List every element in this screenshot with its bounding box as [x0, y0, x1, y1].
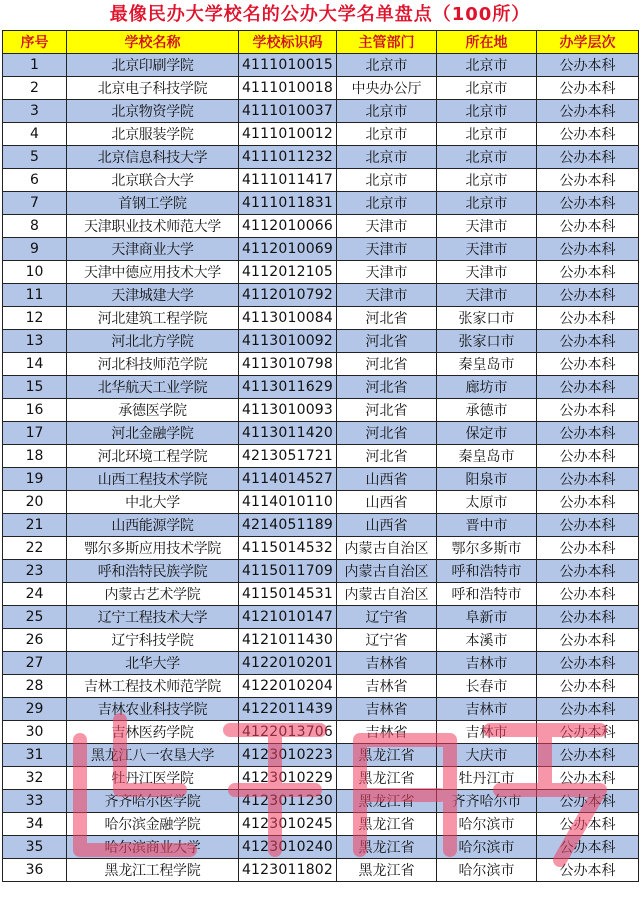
table-row	[3, 675, 639, 698]
cell-index: 25	[3, 606, 67, 629]
cell-index: 33	[3, 790, 67, 813]
cell-school-name: 北京信息科技大学	[67, 146, 239, 169]
cell-level: 公办本科	[537, 261, 639, 284]
cell-authority: 吉林省	[337, 698, 437, 721]
cell-school-name: 首钢工学院	[67, 192, 239, 215]
cell-level: 公办本科	[537, 215, 639, 238]
table-row	[3, 330, 639, 353]
cell-school-code: 4114010110	[239, 491, 337, 514]
cell-location: 哈尔滨市	[437, 813, 537, 836]
cell-authority: 中央办公厅	[337, 77, 437, 100]
cell-authority: 吉林省	[337, 652, 437, 675]
table-row	[3, 652, 639, 675]
cell-authority: 山西省	[337, 468, 437, 491]
cell-level: 公办本科	[537, 307, 639, 330]
cell-school-name: 呼和浩特民族学院	[67, 560, 239, 583]
cell-authority: 河北省	[337, 353, 437, 376]
cell-level: 公办本科	[537, 491, 639, 514]
table-row	[3, 422, 639, 445]
cell-school-code: 4214051189	[239, 514, 337, 537]
cell-authority: 天津市	[337, 215, 437, 238]
cell-index: 9	[3, 238, 67, 261]
university-table	[2, 30, 639, 882]
cell-school-code: 4123010223	[239, 744, 337, 767]
cell-index: 29	[3, 698, 67, 721]
cell-location: 长春市	[437, 675, 537, 698]
cell-location: 本溪市	[437, 629, 537, 652]
cell-school-name: 北京物资学院	[67, 100, 239, 123]
cell-school-code: 4111010012	[239, 123, 337, 146]
cell-location: 保定市	[437, 422, 537, 445]
cell-school-code: 4123010229	[239, 767, 337, 790]
cell-school-name: 天津职业技术师范大学	[67, 215, 239, 238]
cell-authority: 天津市	[337, 238, 437, 261]
cell-level: 公办本科	[537, 353, 639, 376]
cell-authority: 河北省	[337, 376, 437, 399]
cell-level: 公办本科	[537, 399, 639, 422]
cell-location: 廊坊市	[437, 376, 537, 399]
cell-location: 呼和浩特市	[437, 560, 537, 583]
cell-index: 24	[3, 583, 67, 606]
cell-location: 晋中市	[437, 514, 537, 537]
header-authority: 主管部门	[337, 31, 437, 54]
cell-level: 公办本科	[537, 468, 639, 491]
cell-school-code: 4111010015	[239, 54, 337, 77]
table-row	[3, 721, 639, 744]
cell-level: 公办本科	[537, 169, 639, 192]
cell-school-name: 哈尔滨金融学院	[67, 813, 239, 836]
cell-location: 秦皇岛市	[437, 445, 537, 468]
cell-location: 吉林市	[437, 721, 537, 744]
table-row	[3, 537, 639, 560]
cell-school-code: 4122010204	[239, 675, 337, 698]
table-row	[3, 698, 639, 721]
table-row	[3, 215, 639, 238]
cell-index: 20	[3, 491, 67, 514]
table-row	[3, 790, 639, 813]
cell-authority: 内蒙古自治区	[337, 560, 437, 583]
cell-level: 公办本科	[537, 537, 639, 560]
cell-location: 鄂尔多斯市	[437, 537, 537, 560]
cell-school-name: 河北科技师范学院	[67, 353, 239, 376]
cell-index: 5	[3, 146, 67, 169]
cell-index: 23	[3, 560, 67, 583]
cell-authority: 北京市	[337, 123, 437, 146]
cell-location: 北京市	[437, 123, 537, 146]
cell-location: 天津市	[437, 261, 537, 284]
cell-authority: 辽宁省	[337, 606, 437, 629]
cell-school-code: 4113010093	[239, 399, 337, 422]
cell-level: 公办本科	[537, 813, 639, 836]
cell-school-code: 4111010037	[239, 100, 337, 123]
cell-school-code: 4213051721	[239, 445, 337, 468]
cell-authority: 河北省	[337, 330, 437, 353]
cell-school-code: 4122011439	[239, 698, 337, 721]
cell-index: 4	[3, 123, 67, 146]
table-row	[3, 836, 639, 859]
cell-school-name: 鄂尔多斯应用技术学院	[67, 537, 239, 560]
table-row	[3, 261, 639, 284]
cell-school-name: 承德医学院	[67, 399, 239, 422]
cell-index: 28	[3, 675, 67, 698]
header-location: 所在地	[437, 31, 537, 54]
cell-school-name: 吉林工程技术师范学院	[67, 675, 239, 698]
table-row	[3, 491, 639, 514]
cell-location: 天津市	[437, 238, 537, 261]
cell-location: 呼和浩特市	[437, 583, 537, 606]
cell-authority: 河北省	[337, 445, 437, 468]
cell-authority: 河北省	[337, 399, 437, 422]
cell-school-name: 北华大学	[67, 652, 239, 675]
cell-authority: 黑龙江省	[337, 836, 437, 859]
cell-index: 30	[3, 721, 67, 744]
cell-index: 6	[3, 169, 67, 192]
cell-school-code: 4123011802	[239, 859, 337, 882]
cell-index: 17	[3, 422, 67, 445]
cell-school-name: 吉林医药学院	[67, 721, 239, 744]
cell-level: 公办本科	[537, 790, 639, 813]
table-row	[3, 123, 639, 146]
cell-location: 张家口市	[437, 330, 537, 353]
cell-authority: 吉林省	[337, 721, 437, 744]
cell-index: 11	[3, 284, 67, 307]
cell-school-code: 4112010066	[239, 215, 337, 238]
cell-school-name: 山西能源学院	[67, 514, 239, 537]
cell-school-code: 4123010240	[239, 836, 337, 859]
cell-school-name: 黑龙江工程学院	[67, 859, 239, 882]
cell-level: 公办本科	[537, 422, 639, 445]
cell-level: 公办本科	[537, 583, 639, 606]
cell-school-code: 4115014531	[239, 583, 337, 606]
cell-location: 张家口市	[437, 307, 537, 330]
cell-level: 公办本科	[537, 560, 639, 583]
cell-index: 32	[3, 767, 67, 790]
cell-index: 16	[3, 399, 67, 422]
cell-school-code: 4112010069	[239, 238, 337, 261]
cell-school-name: 哈尔滨商业大学	[67, 836, 239, 859]
cell-authority: 山西省	[337, 491, 437, 514]
cell-location: 齐齐哈尔市	[437, 790, 537, 813]
cell-location: 阜新市	[437, 606, 537, 629]
table-row	[3, 744, 639, 767]
cell-school-code: 4111011417	[239, 169, 337, 192]
cell-location: 太原市	[437, 491, 537, 514]
table-row	[3, 77, 639, 100]
cell-authority: 北京市	[337, 146, 437, 169]
cell-authority: 北京市	[337, 169, 437, 192]
cell-school-name: 牡丹江医学院	[67, 767, 239, 790]
cell-level: 公办本科	[537, 606, 639, 629]
cell-level: 公办本科	[537, 238, 639, 261]
cell-level: 公办本科	[537, 767, 639, 790]
cell-index: 31	[3, 744, 67, 767]
cell-location: 承德市	[437, 399, 537, 422]
cell-school-name: 北京联合大学	[67, 169, 239, 192]
cell-authority: 黑龙江省	[337, 859, 437, 882]
cell-index: 3	[3, 100, 67, 123]
cell-school-code: 4111010018	[239, 77, 337, 100]
cell-school-code: 4113011420	[239, 422, 337, 445]
cell-index: 7	[3, 192, 67, 215]
cell-school-name: 天津商业大学	[67, 238, 239, 261]
cell-index: 13	[3, 330, 67, 353]
cell-location: 秦皇岛市	[437, 353, 537, 376]
cell-index: 8	[3, 215, 67, 238]
cell-school-name: 北京服装学院	[67, 123, 239, 146]
cell-authority: 黑龙江省	[337, 744, 437, 767]
table-body	[3, 54, 639, 882]
cell-level: 公办本科	[537, 836, 639, 859]
cell-school-code: 4113010092	[239, 330, 337, 353]
cell-index: 27	[3, 652, 67, 675]
cell-school-name: 河北建筑工程学院	[67, 307, 239, 330]
header-index: 序号	[3, 31, 67, 54]
table-row	[3, 100, 639, 123]
table-row	[3, 376, 639, 399]
cell-authority: 黑龙江省	[337, 767, 437, 790]
cell-authority: 内蒙古自治区	[337, 583, 437, 606]
cell-location: 牡丹江市	[437, 767, 537, 790]
cell-level: 公办本科	[537, 721, 639, 744]
cell-level: 公办本科	[537, 192, 639, 215]
cell-school-code: 4122013706	[239, 721, 337, 744]
cell-school-code: 4113010084	[239, 307, 337, 330]
cell-location: 阳泉市	[437, 468, 537, 491]
cell-school-code: 4122010201	[239, 652, 337, 675]
cell-school-code: 4121011430	[239, 629, 337, 652]
header-school-name: 学校名称	[67, 31, 239, 54]
cell-school-name: 北京电子科技学院	[67, 77, 239, 100]
cell-school-name: 中北大学	[67, 491, 239, 514]
cell-school-name: 北京印刷学院	[67, 54, 239, 77]
cell-level: 公办本科	[537, 284, 639, 307]
cell-authority: 山西省	[337, 514, 437, 537]
table-row	[3, 813, 639, 836]
cell-school-code: 4112012105	[239, 261, 337, 284]
cell-location: 哈尔滨市	[437, 859, 537, 882]
cell-index: 21	[3, 514, 67, 537]
cell-location: 北京市	[437, 192, 537, 215]
cell-level: 公办本科	[537, 744, 639, 767]
table-row	[3, 445, 639, 468]
cell-location: 天津市	[437, 215, 537, 238]
cell-level: 公办本科	[537, 146, 639, 169]
table-row	[3, 560, 639, 583]
cell-school-name: 黑龙江八一农垦大学	[67, 744, 239, 767]
table-row	[3, 353, 639, 376]
cell-level: 公办本科	[537, 100, 639, 123]
cell-authority: 内蒙古自治区	[337, 537, 437, 560]
table-row	[3, 54, 639, 77]
cell-location: 北京市	[437, 169, 537, 192]
cell-authority: 辽宁省	[337, 629, 437, 652]
cell-authority: 天津市	[337, 284, 437, 307]
cell-authority: 河北省	[337, 307, 437, 330]
cell-authority: 北京市	[337, 192, 437, 215]
table-row	[3, 468, 639, 491]
table-row	[3, 514, 639, 537]
cell-index: 12	[3, 307, 67, 330]
cell-index: 10	[3, 261, 67, 284]
cell-index: 26	[3, 629, 67, 652]
table-row	[3, 859, 639, 882]
cell-school-code: 4113011629	[239, 376, 337, 399]
cell-level: 公办本科	[537, 514, 639, 537]
cell-index: 1	[3, 54, 67, 77]
cell-level: 公办本科	[537, 445, 639, 468]
cell-school-code: 4113010798	[239, 353, 337, 376]
cell-location: 北京市	[437, 146, 537, 169]
cell-level: 公办本科	[537, 123, 639, 146]
cell-location: 哈尔滨市	[437, 836, 537, 859]
cell-school-code: 4115011709	[239, 560, 337, 583]
cell-school-name: 天津中德应用技术大学	[67, 261, 239, 284]
table-row	[3, 629, 639, 652]
cell-school-name: 北华航天工业学院	[67, 376, 239, 399]
cell-index: 2	[3, 77, 67, 100]
cell-school-code: 4121010147	[239, 606, 337, 629]
cell-school-code: 4115014532	[239, 537, 337, 560]
cell-school-code: 4123011230	[239, 790, 337, 813]
cell-authority: 吉林省	[337, 675, 437, 698]
cell-authority: 黑龙江省	[337, 790, 437, 813]
cell-level: 公办本科	[537, 330, 639, 353]
cell-level: 公办本科	[537, 77, 639, 100]
cell-index: 34	[3, 813, 67, 836]
cell-location: 天津市	[437, 284, 537, 307]
cell-school-name: 河北金融学院	[67, 422, 239, 445]
table-row	[3, 169, 639, 192]
page-title: 最像民办大学校名的公办大学名单盘点（100所）	[109, 4, 531, 25]
cell-index: 36	[3, 859, 67, 882]
cell-level: 公办本科	[537, 54, 639, 77]
cell-level: 公办本科	[537, 859, 639, 882]
cell-authority: 河北省	[337, 422, 437, 445]
cell-authority: 黑龙江省	[337, 813, 437, 836]
header-level: 办学层次	[537, 31, 639, 54]
cell-school-name: 山西工程技术学院	[67, 468, 239, 491]
cell-level: 公办本科	[537, 698, 639, 721]
cell-school-code: 4123010245	[239, 813, 337, 836]
cell-location: 北京市	[437, 100, 537, 123]
table-row	[3, 284, 639, 307]
cell-school-name: 河北环境工程学院	[67, 445, 239, 468]
table-row	[3, 606, 639, 629]
cell-location: 北京市	[437, 54, 537, 77]
cell-school-name: 河北北方学院	[67, 330, 239, 353]
cell-index: 15	[3, 376, 67, 399]
cell-school-name: 吉林农业科技学院	[67, 698, 239, 721]
cell-location: 吉林市	[437, 698, 537, 721]
cell-school-name: 内蒙古艺术学院	[67, 583, 239, 606]
table-row	[3, 399, 639, 422]
table-header-row	[3, 31, 639, 54]
cell-authority: 北京市	[337, 54, 437, 77]
table-row	[3, 192, 639, 215]
cell-school-code: 4112010792	[239, 284, 337, 307]
cell-authority: 北京市	[337, 100, 437, 123]
cell-index: 14	[3, 353, 67, 376]
cell-school-name: 辽宁工程技术大学	[67, 606, 239, 629]
cell-school-code: 4114014527	[239, 468, 337, 491]
cell-index: 22	[3, 537, 67, 560]
cell-school-code: 4111011232	[239, 146, 337, 169]
cell-school-name: 齐齐哈尔医学院	[67, 790, 239, 813]
cell-level: 公办本科	[537, 652, 639, 675]
cell-level: 公办本科	[537, 376, 639, 399]
cell-location: 北京市	[437, 77, 537, 100]
cell-level: 公办本科	[537, 675, 639, 698]
cell-index: 18	[3, 445, 67, 468]
table-row	[3, 583, 639, 606]
cell-school-name: 天津城建大学	[67, 284, 239, 307]
table-row	[3, 767, 639, 790]
cell-level: 公办本科	[537, 629, 639, 652]
table-row	[3, 146, 639, 169]
cell-school-code: 4111011831	[239, 192, 337, 215]
cell-location: 大庆市	[437, 744, 537, 767]
cell-index: 35	[3, 836, 67, 859]
cell-location: 吉林市	[437, 652, 537, 675]
header-school-code: 学校标识码	[239, 31, 337, 54]
cell-index: 19	[3, 468, 67, 491]
cell-authority: 天津市	[337, 261, 437, 284]
cell-school-name: 辽宁科技学院	[67, 629, 239, 652]
table-row	[3, 238, 639, 261]
table-row	[3, 307, 639, 330]
